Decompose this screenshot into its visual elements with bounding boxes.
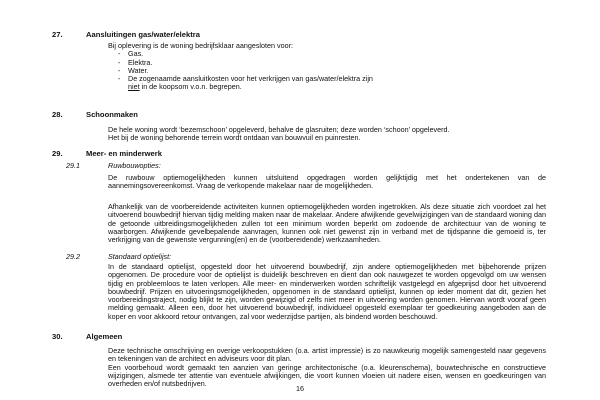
section-29-heading xyxy=(52,150,162,158)
subsection-title: Standaard optielijst: xyxy=(108,252,172,261)
subsection-29-1-heading xyxy=(66,162,161,170)
section-title: Schoonmaken xyxy=(86,110,138,119)
subsection-29-1-p2 xyxy=(108,203,546,244)
section-27-heading xyxy=(52,31,200,39)
list-item: - Gas. xyxy=(108,50,546,58)
section-27-body xyxy=(108,42,546,92)
section-title: Meer- en minderwerk xyxy=(86,149,162,158)
paragraph: De hele woning wordt ‘bezemschoon’ opgeleverd, behalve de glasruiten; deze worden ‘schoon’ opgeleverd. xyxy=(108,125,450,134)
section-30-heading xyxy=(52,333,122,341)
page-number: 16 xyxy=(296,384,304,393)
section-28-heading xyxy=(52,111,138,119)
subsection-29-2-p1 xyxy=(108,263,546,321)
subsection-title: Ruwbouwopties: xyxy=(108,161,161,170)
list-item: - Water. xyxy=(108,67,546,75)
niet-emphasis: niet xyxy=(128,82,140,92)
list-item: - Elektra. xyxy=(108,59,546,67)
paragraph: In de standaard optielijst, opgesteld door het uitvoerend bouwbedrijf, zijn andere optiemogelijkheden met bijbehorende prijzen opgenomen. De procedure voor de optielijst is duidelijk beschreven en dient dan ook nauwgezet te worden opgevolgd om uw wensen tijdig en probleemloos te laten verlopen. Alle meer- en minderwerken worden schriftelijk vastgelegd en afgeprijsd door het uitvoerend bouwbedrijf. Prijzen en uitvoeringsmogelijkheden, opgenomen in de standaard optielijst, kunnen op ieder moment dat dit, gezien het voorbereidingstraject, nodig blijkt te zijn, worden gewijzigd of zelfs niet meer in uitvoering worden genomen. Hiervan wordt vooraf geen melding gemaakt. Alleen een, door het uitvoerend bouwbedrijf, individueel opgesteld exemplaar ter goedkeuring aangeboden aan de koper en voor akkoord retour ontvangen, zal voor wederzijdse partijen, als bindend worden beschouwd. xyxy=(108,262,546,321)
subsection-number: 29.2 xyxy=(66,252,80,261)
section-number: 30. xyxy=(52,332,63,341)
subsection-29-2-heading xyxy=(66,253,171,261)
connection-costs-text-end: in de koopsom v.o.n. begrepen. xyxy=(139,82,242,92)
paragraph: Een voorbehoud wordt gemaakt ten aanzien van geringe architectonische (o.a. kleurenschema), bouwtechnische en constructieve wijzigingen, alsmede ter attentie van eventuele afwijkingen, die voort kunnen vloeien uit nadere eisen, wensen en goedkeuringen van overheden en/of nutsbedrijven. xyxy=(108,362,546,389)
section-28-body xyxy=(108,126,546,143)
paragraph: De ruwbouw optiemogelijkheden kunnen uitsluitend opgedragen worden gelijktijdig met het ondertekenen van de aannemingsovereenkomst. Vraag de verkopende makelaar naar de mogelijkheden. xyxy=(108,173,546,191)
section-number: 27. xyxy=(52,30,63,39)
connection-costs-text: De zogenaamde aansluitkosten voor het verkrijgen van gas/water/elektra zijn xyxy=(128,74,373,84)
list-item xyxy=(108,75,546,92)
section-27-intro: Bij oplevering is de woning bedrijfsklaar aangesloten voor: xyxy=(108,41,293,50)
section-title: Algemeen xyxy=(86,332,123,341)
subsection-number: 29.1 xyxy=(66,161,80,170)
paragraph: Het bij de woning behorende terrein wordt ontdaan van bouwvuil en puinresten. xyxy=(108,133,361,143)
section-number: 29. xyxy=(52,149,63,158)
subsection-29-1-p1 xyxy=(108,174,546,191)
section-30-body xyxy=(108,347,546,388)
connections-list xyxy=(108,50,546,91)
paragraph: Deze technische omschrijving en overige verkoopstukken (o.a. artist impressie) is zo nauwkeurig mogelijk samengesteld naar gegevens en tekeningen van de architect en adviseurs voor dit plan. xyxy=(108,346,546,364)
section-number: 28. xyxy=(52,110,63,119)
paragraph: Afhankelijk van de voorbereidende activiteiten kunnen optiemogelijkheden worden ingetrokken. Als deze situatie zich voordoet zal het uitvoerend bouwbedrijf hiervan tijdig melding maken naar de makelaar. Andere afwijkende gevelwijzigingen van de standaard woning dan de getoonde uitbreidingsmogelijkheden zullen tot een minimum worden beperkt om zodoende de architectuur van de woning te waarborgen. Afwijkende gevelbepalende aanvragen, kunnen ook niet gewenst zijn in verband met de tijdspanne die gemoeid is, ter verkrijging van de gewenste vergunning(en) en de (voorbereidende) werkzaamheden. xyxy=(108,202,546,245)
section-title: Aansluitingen gas/water/elektra xyxy=(86,30,200,39)
